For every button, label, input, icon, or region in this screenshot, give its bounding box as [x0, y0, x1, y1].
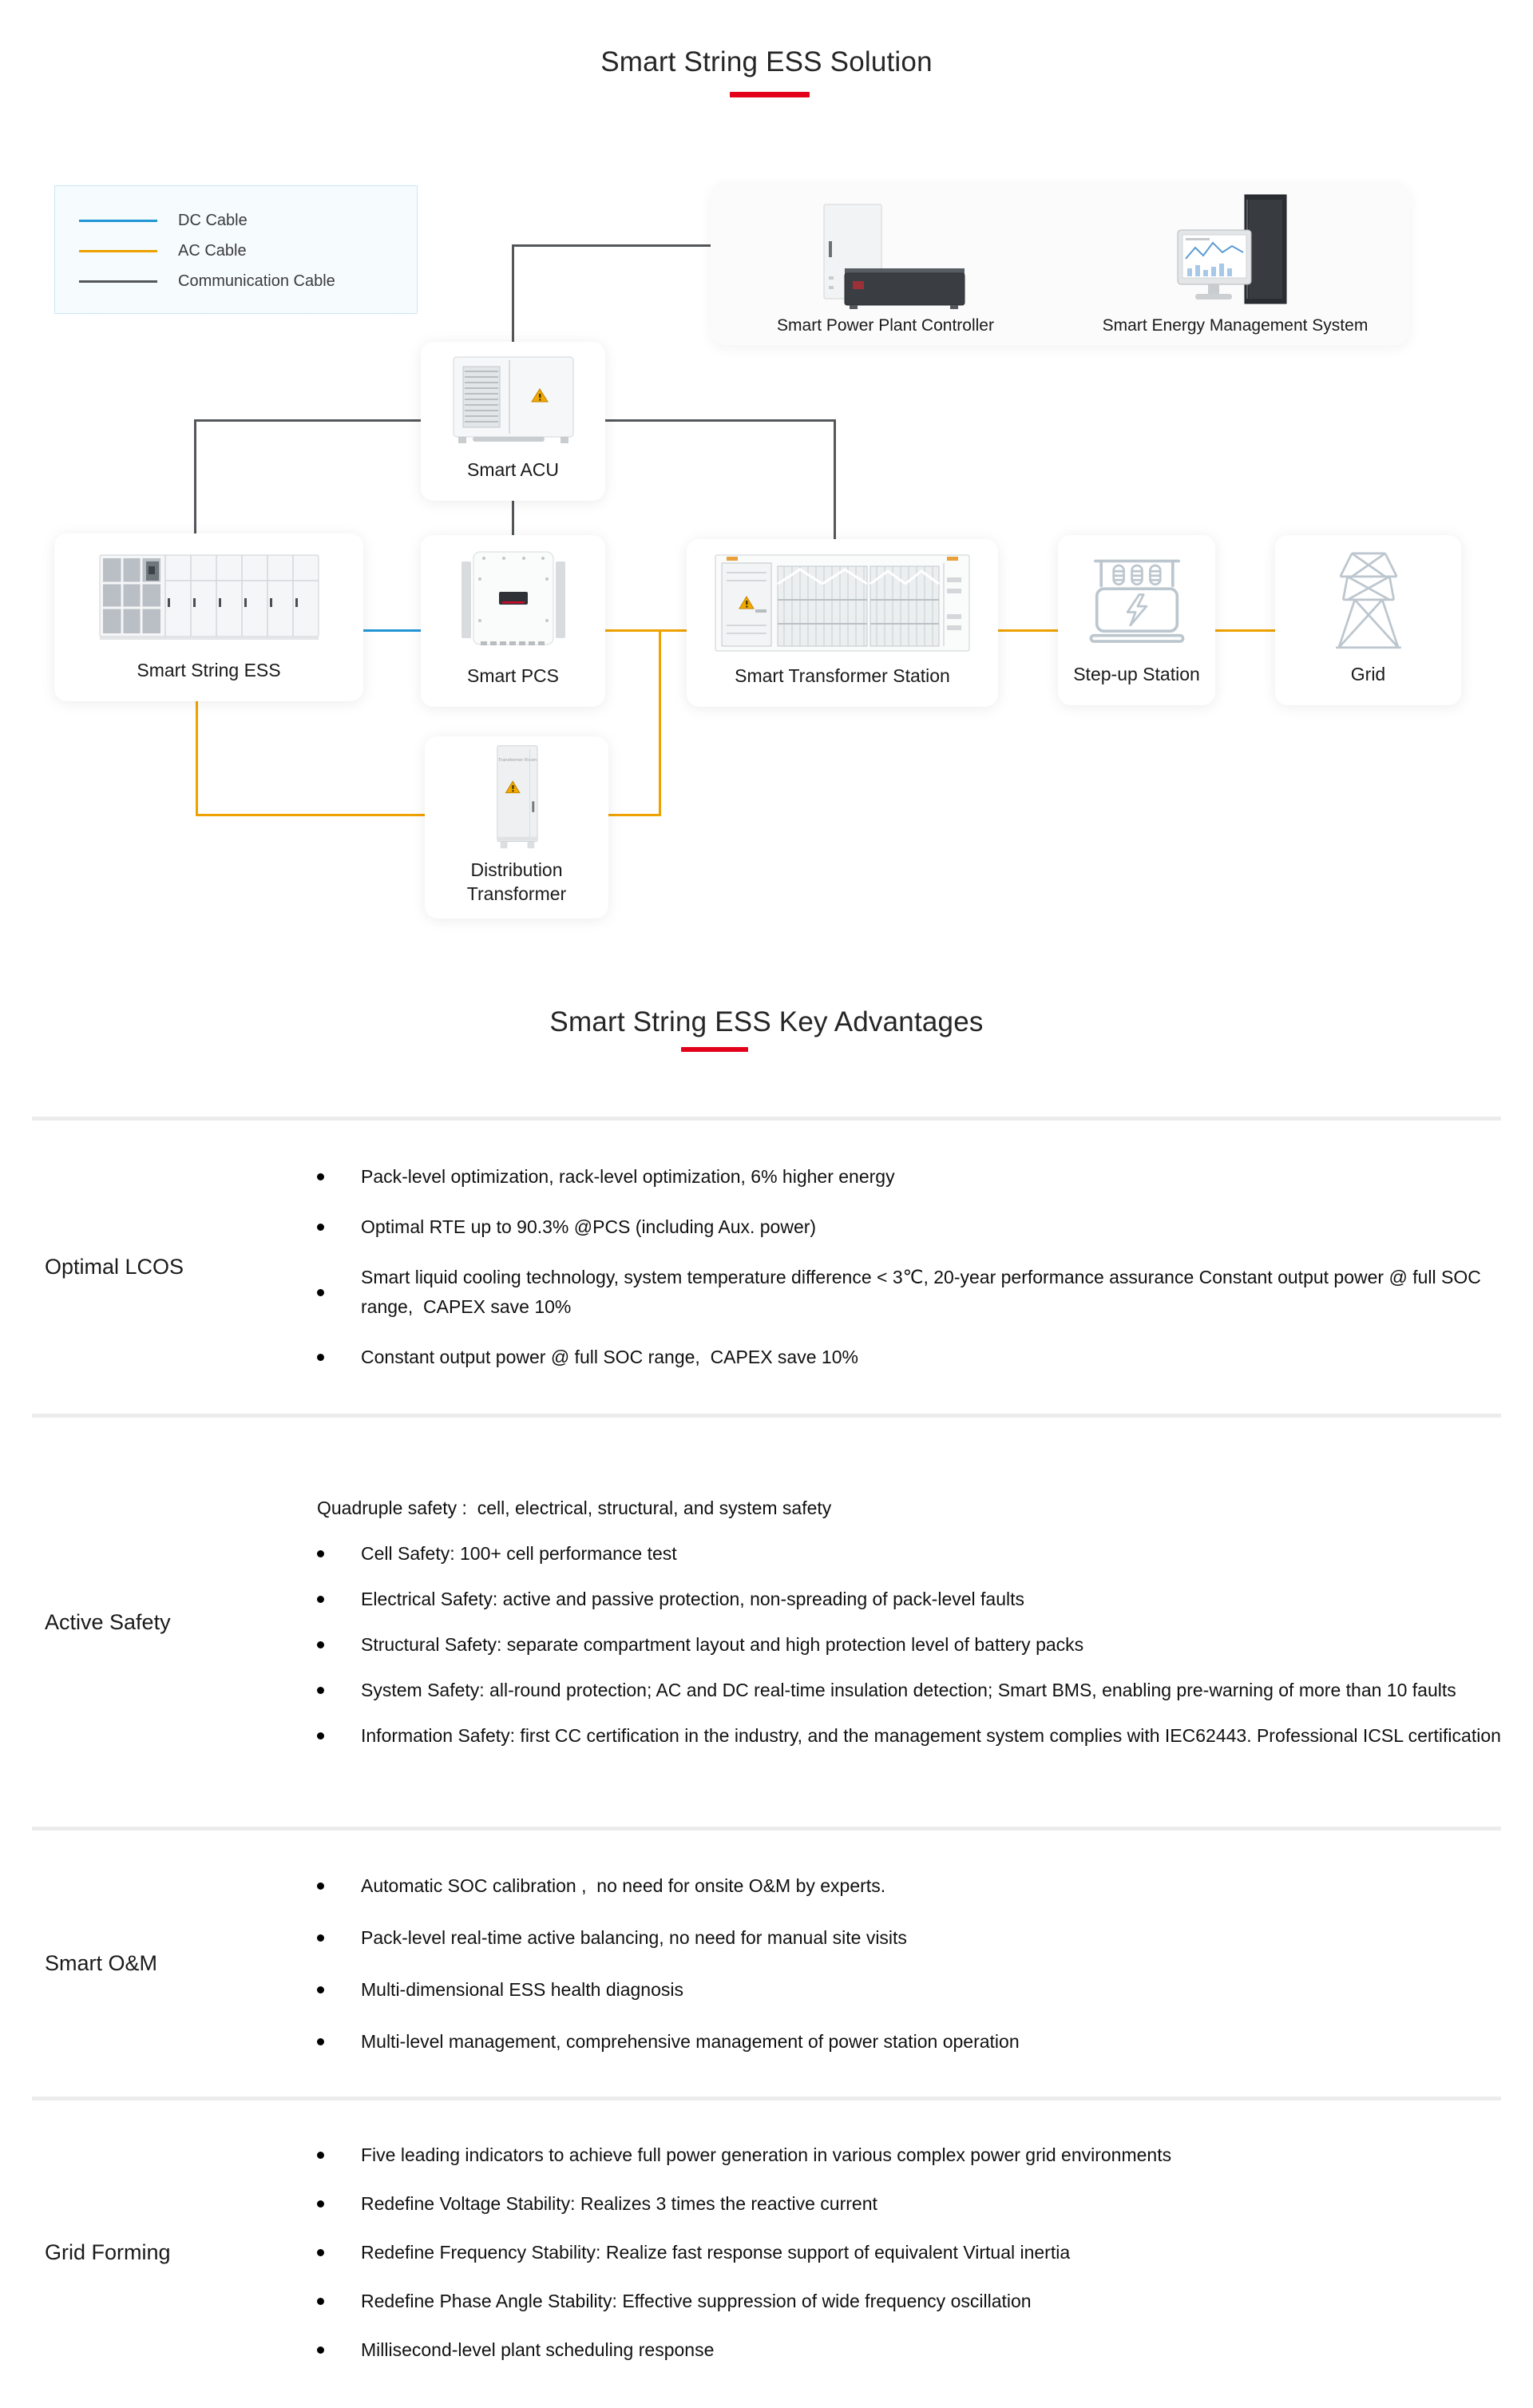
bullet-text: Optimal RTE up to 90.3% @PCS (including Aux. power) — [361, 1216, 817, 1237]
bullet-dot — [317, 2038, 324, 2045]
bullet-dot — [317, 1289, 324, 1296]
bullet-text: System Safety: all-round protection; AC and DC real-time insulation detection; Smart BMS, enabling pre-warning of more than 10 faults — [361, 1680, 1456, 1700]
bullet-dot — [317, 1986, 324, 1993]
bullet-dot — [317, 1224, 324, 1231]
edge-ac-stepup-grid — [1215, 629, 1275, 632]
bullet-text: Redefine Voltage Stability: Realizes 3 times the reactive current — [361, 2192, 877, 2214]
bullet-text: Pack-level real-time active balancing, no need for manual site visits — [361, 1926, 907, 1948]
bullet-item — [317, 1539, 1501, 1569]
bullet-dot — [317, 1596, 324, 1603]
edge-ac-dt-right — [608, 814, 661, 816]
edge-ac-pcs-sts — [605, 629, 687, 632]
bullet-text: Electrical Safety: active and passive protection, non-spreading of pack-level faults — [361, 1589, 1024, 1609]
edge-comm-down-ess — [194, 419, 196, 534]
bullet-item — [317, 1676, 1501, 1705]
node-smart-pcs — [421, 535, 605, 707]
cable-legend — [54, 185, 418, 314]
edge-ac-dt-up — [659, 630, 661, 816]
distribution-transformer-device — [471, 741, 563, 853]
bullet-item — [317, 1343, 1501, 1372]
bullet-dot — [317, 1550, 324, 1557]
node-label: Smart String ESS — [137, 660, 281, 680]
section-label: Optimal LCOS — [45, 1255, 184, 1279]
control-systems-panel — [711, 182, 1410, 345]
advantages-table — [32, 1117, 1501, 2404]
bullet-item — [317, 1585, 1501, 1614]
bullet-dot — [317, 1687, 324, 1694]
smart-transformer-station-device — [711, 547, 974, 656]
node-label: Grid — [1350, 664, 1386, 684]
device-text: Transformer Room — [497, 758, 537, 764]
edge-comm-acu-up — [512, 245, 514, 342]
section-label: Active Safety — [45, 1609, 171, 1634]
bullet-item — [317, 2335, 1501, 2365]
power-plant-controller-device — [794, 200, 977, 310]
bullet-text: Smart liquid cooling technology, system temperature difference < 3℃, 20-year performance assurance Constant output power @ full SOC range, CAPEX save 10% — [361, 1267, 1481, 1317]
bullet-dot — [317, 1641, 324, 1648]
node-label: Smart Power Plant Controller — [777, 316, 994, 335]
node-step-up-station — [1058, 535, 1215, 705]
advantages-section-grid-forming — [32, 2097, 1501, 2404]
bullet-dot — [317, 1173, 324, 1180]
bullet-item — [317, 2238, 1501, 2267]
dc-cable-line-icon — [79, 220, 157, 222]
edge-comm-down-sts — [834, 419, 836, 539]
section-label: Smart O&M — [45, 1951, 158, 1975]
bullet-text: Information Safety: first CC certification in the industry, and the management system complies with IEC62443. Professional ICSL certification — [361, 1725, 1501, 1746]
section-intro: Quadruple safety : cell, electrical, structural, and system safety — [317, 1498, 832, 1518]
edge-ac-ess-dt — [196, 814, 425, 816]
edge-comm-acu-controller — [512, 244, 711, 247]
bullet-item — [317, 2287, 1501, 2316]
page-title: Smart String ESS Solution — [600, 46, 933, 77]
advantages-title-underline — [681, 1047, 748, 1052]
bullet-dot — [317, 1354, 324, 1361]
energy-management-system-device — [1155, 192, 1315, 310]
node-smart-acu — [421, 342, 605, 501]
bullet-dot — [317, 2152, 324, 2159]
smart-acu-device — [446, 352, 581, 448]
bullet-text: Multi-level management, comprehensive management of power station operation — [361, 2030, 1020, 2052]
bullet-item — [317, 1923, 1501, 1953]
bullet-text: Pack-level optimization, rack-level optimization, 6% higher energy — [361, 1166, 895, 1187]
bullet-text: Constant output power @ full SOC range, CAPEX save 10% — [361, 1347, 858, 1367]
node-label: Distribution Transformer — [466, 859, 567, 904]
node-label: Smart ACU — [466, 459, 560, 480]
edge-comm-acu-pcs — [512, 501, 514, 535]
edge-ac-sts-stepup — [998, 629, 1058, 632]
bullet-item — [317, 2140, 1501, 2170]
edge-comm-acu-right — [605, 419, 834, 422]
bullet-item — [317, 1630, 1501, 1660]
ac-cable-line-icon — [79, 250, 157, 252]
bullet-item — [317, 2189, 1501, 2219]
grid-tower-icon — [1313, 545, 1424, 653]
edge-dc-ess-pcs — [363, 629, 421, 632]
legend-label: DC Cable — [178, 211, 248, 229]
bullet-text: Redefine Frequency Stability: Realize fast response support of equivalent Virtual inertia — [361, 2241, 1071, 2263]
legend-item-ac — [79, 236, 417, 266]
bullet-dot — [317, 1934, 324, 1942]
bullet-item — [317, 2027, 1501, 2057]
legend-label: AC Cable — [178, 241, 247, 260]
bullet-text: Structural Safety: separate compartment layout and high protection level of battery packs — [361, 1634, 1084, 1655]
bullet-item — [317, 1975, 1501, 2005]
bullet-text: Multi-dimensional ESS health diagnosis — [361, 1978, 683, 2000]
node-smart-string-ess — [54, 534, 363, 701]
title-underline — [730, 92, 810, 97]
smart-string-ess-device — [85, 545, 333, 646]
bullet-dot — [317, 1732, 324, 1740]
bullet-dot — [317, 2249, 324, 2256]
bullet-text: Automatic SOC calibration , no need for onsite O&M by experts. — [361, 1874, 886, 1896]
node-label: Smart PCS — [466, 665, 560, 686]
smart-power-plant-controller — [711, 182, 1060, 345]
node-label: Smart Energy Management System — [1102, 316, 1369, 335]
smart-energy-management-system — [1060, 182, 1410, 345]
bullet-dot — [317, 1882, 324, 1890]
advantages-section-active-safety — [32, 1414, 1501, 1827]
advantages-title: Smart String ESS Key Advantages — [549, 1006, 984, 1037]
advantages-section-optimal-lcos — [32, 1117, 1501, 1414]
node-label: Smart Transformer Station — [735, 665, 950, 686]
bullet-item — [317, 1871, 1501, 1901]
node-label: Step-up Station — [1073, 664, 1200, 684]
bullet-dot — [317, 2298, 324, 2305]
edge-comm-acu-left — [194, 419, 421, 422]
node-grid — [1275, 535, 1461, 705]
node-distribution-transformer — [425, 736, 608, 918]
legend-item-communication — [79, 266, 417, 296]
edge-ac-ess-down — [196, 701, 198, 815]
bullet-item — [317, 1721, 1501, 1751]
node-smart-transformer-station — [687, 539, 998, 707]
legend-label: Communication Cable — [178, 272, 335, 290]
step-up-station-icon — [1073, 548, 1201, 650]
bullet-item — [317, 1162, 1501, 1192]
bullet-text: Redefine Phase Angle Stability: Effective suppression of wide frequency oscillation — [361, 2290, 1032, 2311]
bullet-text: Millisecond-level plant scheduling response — [361, 2339, 715, 2360]
smart-pcs-device — [454, 547, 573, 653]
bullet-text: Cell Safety: 100+ cell performance test — [361, 1543, 677, 1564]
advantages-section-smart-om — [32, 1827, 1501, 2097]
communication-cable-line-icon — [79, 280, 157, 283]
bullet-dot — [317, 2200, 324, 2208]
legend-item-dc — [79, 205, 417, 236]
bullet-dot — [317, 2347, 324, 2354]
bullet-item — [317, 1263, 1501, 1322]
bullet-text: Five leading indicators to achieve full power generation in various complex power grid environments — [361, 2144, 1172, 2165]
section-label: Grid Forming — [45, 2239, 171, 2264]
bullet-item — [317, 1212, 1501, 1242]
